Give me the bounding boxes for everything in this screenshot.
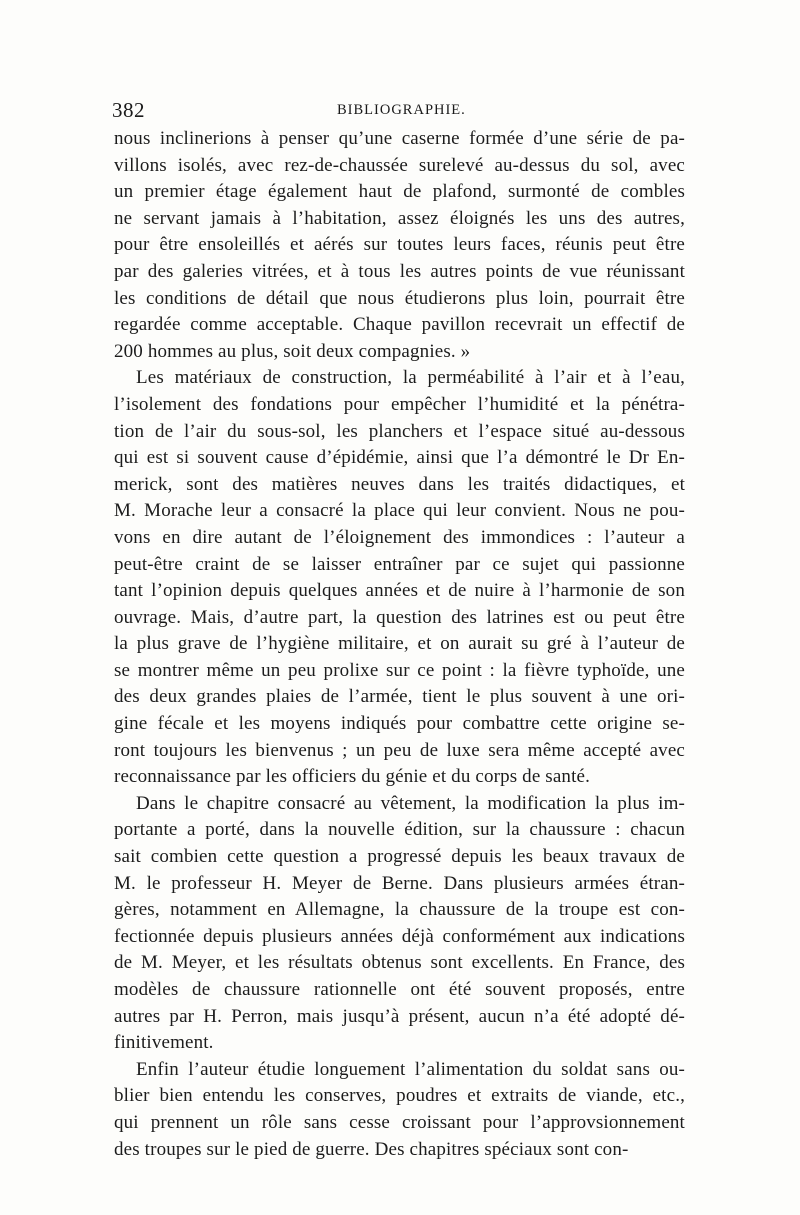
text-line: pour être ensoleillés et aérés sur toutes leurs faces, réunis peut être xyxy=(114,234,685,256)
text-line: des troupes sur le pied de guerre. Des chapitres spéciaux sont con- xyxy=(114,1138,629,1160)
text-line: vons en dire autant de l’éloignement des immondices : l’auteur a xyxy=(114,526,685,548)
text-line: qui est si souvent cause d’épidémie, ainsi que l’a démontré le Dr En- xyxy=(114,447,685,469)
paragraph xyxy=(114,126,685,365)
text-line: par des galeries vitrées, et à tous les autres points de vue réunissant xyxy=(114,260,685,282)
text-line: Dans le chapitre consacré au vêtement, la modification la plus im- xyxy=(136,792,685,814)
text-line: M. Morache leur a consacré la place qui leur convient. Nous ne pou- xyxy=(114,500,685,522)
text-line: autres par H. Perron, mais jusqu’à présent, aucun n’a été adopté dé- xyxy=(114,1005,685,1027)
text-line: sait combien cette question a progressé depuis les beaux travaux de xyxy=(114,846,685,868)
text-line: villons isolés, avec rez-de-chaussée surelevé au-dessus du sol, avec xyxy=(114,154,685,176)
text-line: la plus grave de l’hygiène militaire, et on aurait su gré à l’auteur de xyxy=(114,633,685,655)
text-line: se montrer même un peu prolixe sur ce point : la fièvre typhoïde, une xyxy=(114,659,685,681)
text-line: Les matériaux de construction, la perméabilité à l’air et à l’eau, xyxy=(136,367,685,389)
text-line: qui prennent un rôle sans cesse croissant pour l’approvsionnement xyxy=(114,1111,685,1133)
text-line: des deux grandes plaies de l’armée, tient le plus souvent à une ori- xyxy=(114,686,685,708)
text-line: reconnaissance par les officiers du génie et du corps de santé. xyxy=(114,766,590,788)
text-line: nous inclinerions à penser qu’une caserne formée d’une série de pa- xyxy=(114,128,685,149)
text-line: gine fécale et les moyens indiqués pour combattre cette origine se- xyxy=(114,713,685,735)
text-line: ne servant jamais à l’habitation, assez éloignés les uns des autres, xyxy=(114,207,685,229)
paragraph xyxy=(114,365,685,791)
text-line: merick, sont des matières neuves dans les traités didactiques, et xyxy=(114,473,685,495)
text-line: blier bien entendu les conserves, poudres et extraits de viande, etc., xyxy=(114,1085,685,1107)
text-line: portante a porté, dans la nouvelle édition, sur la chaussure : chacun xyxy=(114,819,685,841)
paragraph xyxy=(114,1057,685,1163)
text-line: ront toujours les bienvenus ; un peu de luxe sera même accepté avec xyxy=(114,739,685,761)
page-header xyxy=(112,98,685,122)
text-line: modèles de chaussure rationnelle ont été souvent proposés, entre xyxy=(114,979,685,1000)
text-line: tion de l’air du sous-sol, les planchers et l’espace situé au-dessous xyxy=(114,420,685,442)
text-line: les conditions de détail que nous étudierons plus loin, pourrait être xyxy=(114,287,685,309)
text-line: finitivement. xyxy=(114,1032,214,1054)
text-line: fectionnée depuis plusieurs années déjà conformément aux indications xyxy=(114,925,685,947)
text-line: peut-être craint de se laisser entraîner par ce sujet qui passionne xyxy=(114,553,685,575)
paragraph xyxy=(114,791,685,1057)
text-line: un premier étage également haut de plafond, surmonté de combles xyxy=(114,181,685,203)
text-line: ouvrage. Mais, d’autre part, la question des latrines est ou peut être xyxy=(114,606,685,628)
text-line: regardée comme acceptable. Chaque pavillon recevrait un effectif de xyxy=(114,314,685,336)
body-text xyxy=(114,126,685,1163)
text-line: 200 hommes au plus, soit deux compagnies. » xyxy=(114,340,471,362)
text-line: de M. Meyer, et les résultats obtenus sont excellents. En France, des xyxy=(114,952,685,974)
text-line: M. le professeur H. Meyer de Berne. Dans plusieurs armées étran- xyxy=(114,872,685,894)
text-line: tant l’opinion depuis quelques années et de nuire à l’harmonie de son xyxy=(114,580,685,602)
text-line: Enfin l’auteur étudie longuement l’alimentation du soldat sans ou- xyxy=(136,1058,685,1080)
text-line: l’isolement des fondations pour empêcher l’humidité et la pénétra- xyxy=(114,393,685,415)
running-title: BIBLIOGRAPHIE. xyxy=(337,102,466,118)
page-number: 382 xyxy=(112,98,145,122)
text-line: gères, notamment en Allemagne, la chaussure de la troupe est con- xyxy=(114,899,685,921)
